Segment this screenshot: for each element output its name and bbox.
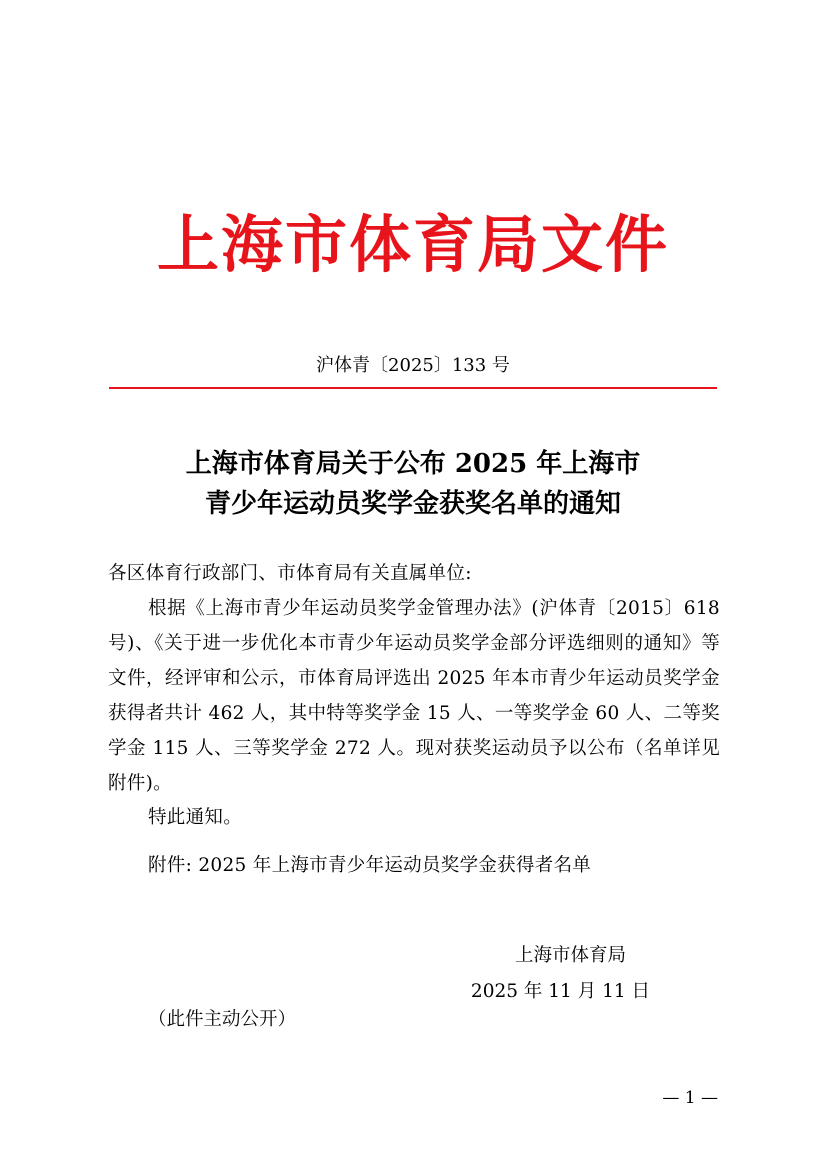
page-number: — 1 — [662,1088,718,1108]
red-separator-line [109,387,717,389]
salutation: 各区体育行政部门、市体育局有关直属单位: [108,563,472,584]
attachment-line: 附件: 2025 年上海市青少年运动员奖学金获得者名单 [148,855,592,876]
notice-title-line-2: 青少年运动员奖学金获奖名单的通知 [204,489,621,519]
document-number: 沪体青〔2025〕133 号 [316,355,510,376]
notice-title-line-1: 上海市体育局关于公布 2025 年上海市 [185,449,641,479]
disclosure-note: （此件主动公开） [148,1009,297,1030]
body-paragraph: 根据《上海市青少年运动员奖学金管理办法》(沪体青〔2015〕618 号)、《关于进一步优化本市青少年运动员奖学金部分评选细则的通知》等文件，经评审和公示，市体育局评选出 2025 年本市青少年运动员奖学金获得者共计 462 人，其中特等奖学金 15 人、一等奖学金 60 人、二等奖学金 115 人、三等奖学金 272 人。现对获奖运动员予以公布（名单详见附件)。 [108,598,720,794]
issuer-signature: 上海市体育局 [514,945,626,966]
notice-title [60,444,766,524]
document-header-title: 上海市体育局文件 [156,208,669,281]
closing-remark: 特此通知。 [148,807,243,828]
issue-date: 2025 年 11 月 11 日 [470,981,650,1002]
